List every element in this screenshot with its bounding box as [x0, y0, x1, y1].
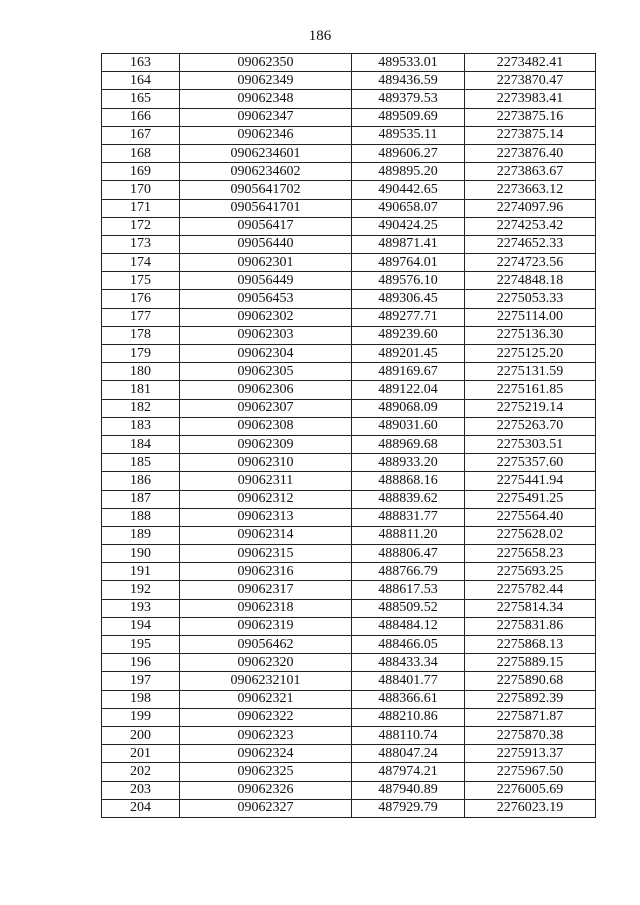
table-row [102, 381, 596, 399]
y-coordinate-cell: 2275628.02 [465, 526, 596, 544]
x-coordinate-cell: 488839.62 [352, 490, 465, 508]
table-row [102, 254, 596, 272]
y-coordinate-cell: 2275868.13 [465, 636, 596, 654]
point-id-cell: 09062350 [180, 54, 352, 72]
y-coordinate-cell: 2275491.25 [465, 490, 596, 508]
y-coordinate-cell: 2275357.60 [465, 454, 596, 472]
table-row [102, 745, 596, 763]
point-number-cell: 184 [102, 435, 180, 453]
point-id-cell: 09062322 [180, 708, 352, 726]
point-id-cell: 09062319 [180, 617, 352, 635]
point-number-cell: 176 [102, 290, 180, 308]
table-row [102, 290, 596, 308]
point-id-cell: 0906232101 [180, 672, 352, 690]
point-number-cell: 177 [102, 308, 180, 326]
table-row [102, 545, 596, 563]
table-row [102, 581, 596, 599]
x-coordinate-cell: 489535.11 [352, 126, 465, 144]
point-number-cell: 197 [102, 672, 180, 690]
point-number-cell: 167 [102, 126, 180, 144]
point-id-cell: 09062315 [180, 545, 352, 563]
x-coordinate-cell: 490442.65 [352, 181, 465, 199]
y-coordinate-cell: 2274097.96 [465, 199, 596, 217]
y-coordinate-cell: 2275693.25 [465, 563, 596, 581]
point-number-cell: 169 [102, 163, 180, 181]
x-coordinate-cell: 488047.24 [352, 745, 465, 763]
x-coordinate-cell: 488811.20 [352, 526, 465, 544]
point-id-cell: 09062309 [180, 435, 352, 453]
table-body [102, 54, 596, 818]
y-coordinate-cell: 2273875.16 [465, 108, 596, 126]
point-number-cell: 178 [102, 326, 180, 344]
point-number-cell: 192 [102, 581, 180, 599]
point-id-cell: 0906234602 [180, 163, 352, 181]
y-coordinate-cell: 2275871.87 [465, 708, 596, 726]
point-number-cell: 196 [102, 654, 180, 672]
x-coordinate-cell: 489871.41 [352, 235, 465, 253]
point-id-cell: 09062306 [180, 381, 352, 399]
point-id-cell: 09062310 [180, 454, 352, 472]
table-row [102, 435, 596, 453]
point-number-cell: 202 [102, 763, 180, 781]
point-id-cell: 09062320 [180, 654, 352, 672]
table-row [102, 217, 596, 235]
x-coordinate-cell: 489606.27 [352, 144, 465, 162]
point-id-cell: 09056449 [180, 272, 352, 290]
x-coordinate-cell: 488933.20 [352, 454, 465, 472]
y-coordinate-cell: 2273983.41 [465, 90, 596, 108]
table-row [102, 781, 596, 799]
table-row [102, 199, 596, 217]
y-coordinate-cell: 2273663.12 [465, 181, 596, 199]
point-id-cell: 09062311 [180, 472, 352, 490]
point-number-cell: 195 [102, 636, 180, 654]
x-coordinate-cell: 489169.67 [352, 363, 465, 381]
x-coordinate-cell: 489201.45 [352, 345, 465, 363]
y-coordinate-cell: 2273870.47 [465, 72, 596, 90]
table-row [102, 563, 596, 581]
x-coordinate-cell: 489509.69 [352, 108, 465, 126]
x-coordinate-cell: 487974.21 [352, 763, 465, 781]
point-number-cell: 183 [102, 417, 180, 435]
y-coordinate-cell: 2275114.00 [465, 308, 596, 326]
coordinates-table [101, 53, 596, 818]
point-id-cell: 09062324 [180, 745, 352, 763]
x-coordinate-cell: 488969.68 [352, 435, 465, 453]
y-coordinate-cell: 2275303.51 [465, 435, 596, 453]
point-id-cell: 09062346 [180, 126, 352, 144]
point-id-cell: 09062326 [180, 781, 352, 799]
y-coordinate-cell: 2275967.50 [465, 763, 596, 781]
x-coordinate-cell: 488868.16 [352, 472, 465, 490]
y-coordinate-cell: 2274652.33 [465, 235, 596, 253]
point-number-cell: 163 [102, 54, 180, 72]
point-number-cell: 174 [102, 254, 180, 272]
point-number-cell: 173 [102, 235, 180, 253]
point-number-cell: 199 [102, 708, 180, 726]
table-row [102, 126, 596, 144]
table-row [102, 763, 596, 781]
x-coordinate-cell: 489379.53 [352, 90, 465, 108]
y-coordinate-cell: 2275161.85 [465, 381, 596, 399]
x-coordinate-cell: 488831.77 [352, 508, 465, 526]
y-coordinate-cell: 2275814.34 [465, 599, 596, 617]
x-coordinate-cell: 488509.52 [352, 599, 465, 617]
point-id-cell: 09062349 [180, 72, 352, 90]
table-row [102, 308, 596, 326]
point-number-cell: 187 [102, 490, 180, 508]
point-id-cell: 09062317 [180, 581, 352, 599]
point-id-cell: 09062327 [180, 799, 352, 817]
point-id-cell: 09062347 [180, 108, 352, 126]
table-row [102, 799, 596, 817]
table-row [102, 654, 596, 672]
y-coordinate-cell: 2275658.23 [465, 545, 596, 563]
table-row [102, 672, 596, 690]
point-number-cell: 170 [102, 181, 180, 199]
point-number-cell: 182 [102, 399, 180, 417]
point-id-cell: 09062323 [180, 726, 352, 744]
y-coordinate-cell: 2273876.40 [465, 144, 596, 162]
table-row [102, 726, 596, 744]
point-number-cell: 198 [102, 690, 180, 708]
y-coordinate-cell: 2276005.69 [465, 781, 596, 799]
x-coordinate-cell: 489277.71 [352, 308, 465, 326]
x-coordinate-cell: 489122.04 [352, 381, 465, 399]
table-row [102, 526, 596, 544]
y-coordinate-cell: 2276023.19 [465, 799, 596, 817]
x-coordinate-cell: 489436.59 [352, 72, 465, 90]
x-coordinate-cell: 489239.60 [352, 326, 465, 344]
point-id-cell: 09062321 [180, 690, 352, 708]
x-coordinate-cell: 489764.01 [352, 254, 465, 272]
point-id-cell: 09062312 [180, 490, 352, 508]
y-coordinate-cell: 2275219.14 [465, 399, 596, 417]
y-coordinate-cell: 2273482.41 [465, 54, 596, 72]
x-coordinate-cell: 488617.53 [352, 581, 465, 599]
y-coordinate-cell: 2275125.20 [465, 345, 596, 363]
point-id-cell: 09062304 [180, 345, 352, 363]
point-number-cell: 204 [102, 799, 180, 817]
point-id-cell: 0906234601 [180, 144, 352, 162]
table-row [102, 490, 596, 508]
point-number-cell: 171 [102, 199, 180, 217]
point-id-cell: 09056462 [180, 636, 352, 654]
table-row [102, 345, 596, 363]
table-row [102, 599, 596, 617]
x-coordinate-cell: 489031.60 [352, 417, 465, 435]
point-number-cell: 200 [102, 726, 180, 744]
x-coordinate-cell: 489576.10 [352, 272, 465, 290]
y-coordinate-cell: 2275892.39 [465, 690, 596, 708]
point-number-cell: 186 [102, 472, 180, 490]
y-coordinate-cell: 2275913.37 [465, 745, 596, 763]
table-row [102, 617, 596, 635]
point-number-cell: 201 [102, 745, 180, 763]
point-number-cell: 181 [102, 381, 180, 399]
table-row [102, 363, 596, 381]
point-id-cell: 09056453 [180, 290, 352, 308]
x-coordinate-cell: 488806.47 [352, 545, 465, 563]
x-coordinate-cell: 488366.61 [352, 690, 465, 708]
point-number-cell: 189 [102, 526, 180, 544]
point-number-cell: 193 [102, 599, 180, 617]
point-number-cell: 191 [102, 563, 180, 581]
point-id-cell: 0905641701 [180, 199, 352, 217]
x-coordinate-cell: 488433.34 [352, 654, 465, 672]
y-coordinate-cell: 2273875.14 [465, 126, 596, 144]
point-id-cell: 09062314 [180, 526, 352, 544]
y-coordinate-cell: 2275564.40 [465, 508, 596, 526]
point-number-cell: 179 [102, 345, 180, 363]
x-coordinate-cell: 489895.20 [352, 163, 465, 181]
point-id-cell: 09062302 [180, 308, 352, 326]
table-row [102, 181, 596, 199]
table-row [102, 72, 596, 90]
x-coordinate-cell: 489068.09 [352, 399, 465, 417]
point-number-cell: 172 [102, 217, 180, 235]
y-coordinate-cell: 2275889.15 [465, 654, 596, 672]
y-coordinate-cell: 2275136.30 [465, 326, 596, 344]
y-coordinate-cell: 2273863.67 [465, 163, 596, 181]
point-id-cell: 09056417 [180, 217, 352, 235]
point-id-cell: 09062318 [180, 599, 352, 617]
x-coordinate-cell: 488766.79 [352, 563, 465, 581]
point-id-cell: 0905641702 [180, 181, 352, 199]
point-number-cell: 185 [102, 454, 180, 472]
point-number-cell: 203 [102, 781, 180, 799]
y-coordinate-cell: 2274848.18 [465, 272, 596, 290]
y-coordinate-cell: 2275263.70 [465, 417, 596, 435]
point-id-cell: 09062307 [180, 399, 352, 417]
y-coordinate-cell: 2274723.56 [465, 254, 596, 272]
point-id-cell: 09062308 [180, 417, 352, 435]
x-coordinate-cell: 488466.05 [352, 636, 465, 654]
x-coordinate-cell: 488110.74 [352, 726, 465, 744]
table-row [102, 90, 596, 108]
point-number-cell: 188 [102, 508, 180, 526]
x-coordinate-cell: 489306.45 [352, 290, 465, 308]
x-coordinate-cell: 489533.01 [352, 54, 465, 72]
x-coordinate-cell: 488210.86 [352, 708, 465, 726]
table-row [102, 708, 596, 726]
table-row [102, 636, 596, 654]
x-coordinate-cell: 487940.89 [352, 781, 465, 799]
y-coordinate-cell: 2275441.94 [465, 472, 596, 490]
x-coordinate-cell: 488401.77 [352, 672, 465, 690]
point-number-cell: 194 [102, 617, 180, 635]
y-coordinate-cell: 2275831.86 [465, 617, 596, 635]
table-row [102, 472, 596, 490]
y-coordinate-cell: 2275131.59 [465, 363, 596, 381]
page-number: 186 [308, 28, 332, 44]
point-number-cell: 190 [102, 545, 180, 563]
point-id-cell: 09062303 [180, 326, 352, 344]
point-number-cell: 168 [102, 144, 180, 162]
point-id-cell: 09062313 [180, 508, 352, 526]
table-row [102, 417, 596, 435]
table-row [102, 235, 596, 253]
point-id-cell: 09062325 [180, 763, 352, 781]
table-row [102, 54, 596, 72]
point-number-cell: 166 [102, 108, 180, 126]
y-coordinate-cell: 2275890.68 [465, 672, 596, 690]
point-id-cell: 09062348 [180, 90, 352, 108]
point-id-cell: 09062301 [180, 254, 352, 272]
table-row [102, 399, 596, 417]
table-row [102, 163, 596, 181]
table-row [102, 508, 596, 526]
y-coordinate-cell: 2274253.42 [465, 217, 596, 235]
table-row [102, 690, 596, 708]
x-coordinate-cell: 490658.07 [352, 199, 465, 217]
point-number-cell: 180 [102, 363, 180, 381]
point-number-cell: 165 [102, 90, 180, 108]
table-row [102, 272, 596, 290]
x-coordinate-cell: 490424.25 [352, 217, 465, 235]
point-id-cell: 09062305 [180, 363, 352, 381]
x-coordinate-cell: 487929.79 [352, 799, 465, 817]
table-row [102, 326, 596, 344]
point-number-cell: 175 [102, 272, 180, 290]
table-row [102, 454, 596, 472]
table-row [102, 144, 596, 162]
x-coordinate-cell: 488484.12 [352, 617, 465, 635]
y-coordinate-cell: 2275053.33 [465, 290, 596, 308]
y-coordinate-cell: 2275870.38 [465, 726, 596, 744]
point-id-cell: 09062316 [180, 563, 352, 581]
y-coordinate-cell: 2275782.44 [465, 581, 596, 599]
table-row [102, 108, 596, 126]
point-id-cell: 09056440 [180, 235, 352, 253]
point-number-cell: 164 [102, 72, 180, 90]
